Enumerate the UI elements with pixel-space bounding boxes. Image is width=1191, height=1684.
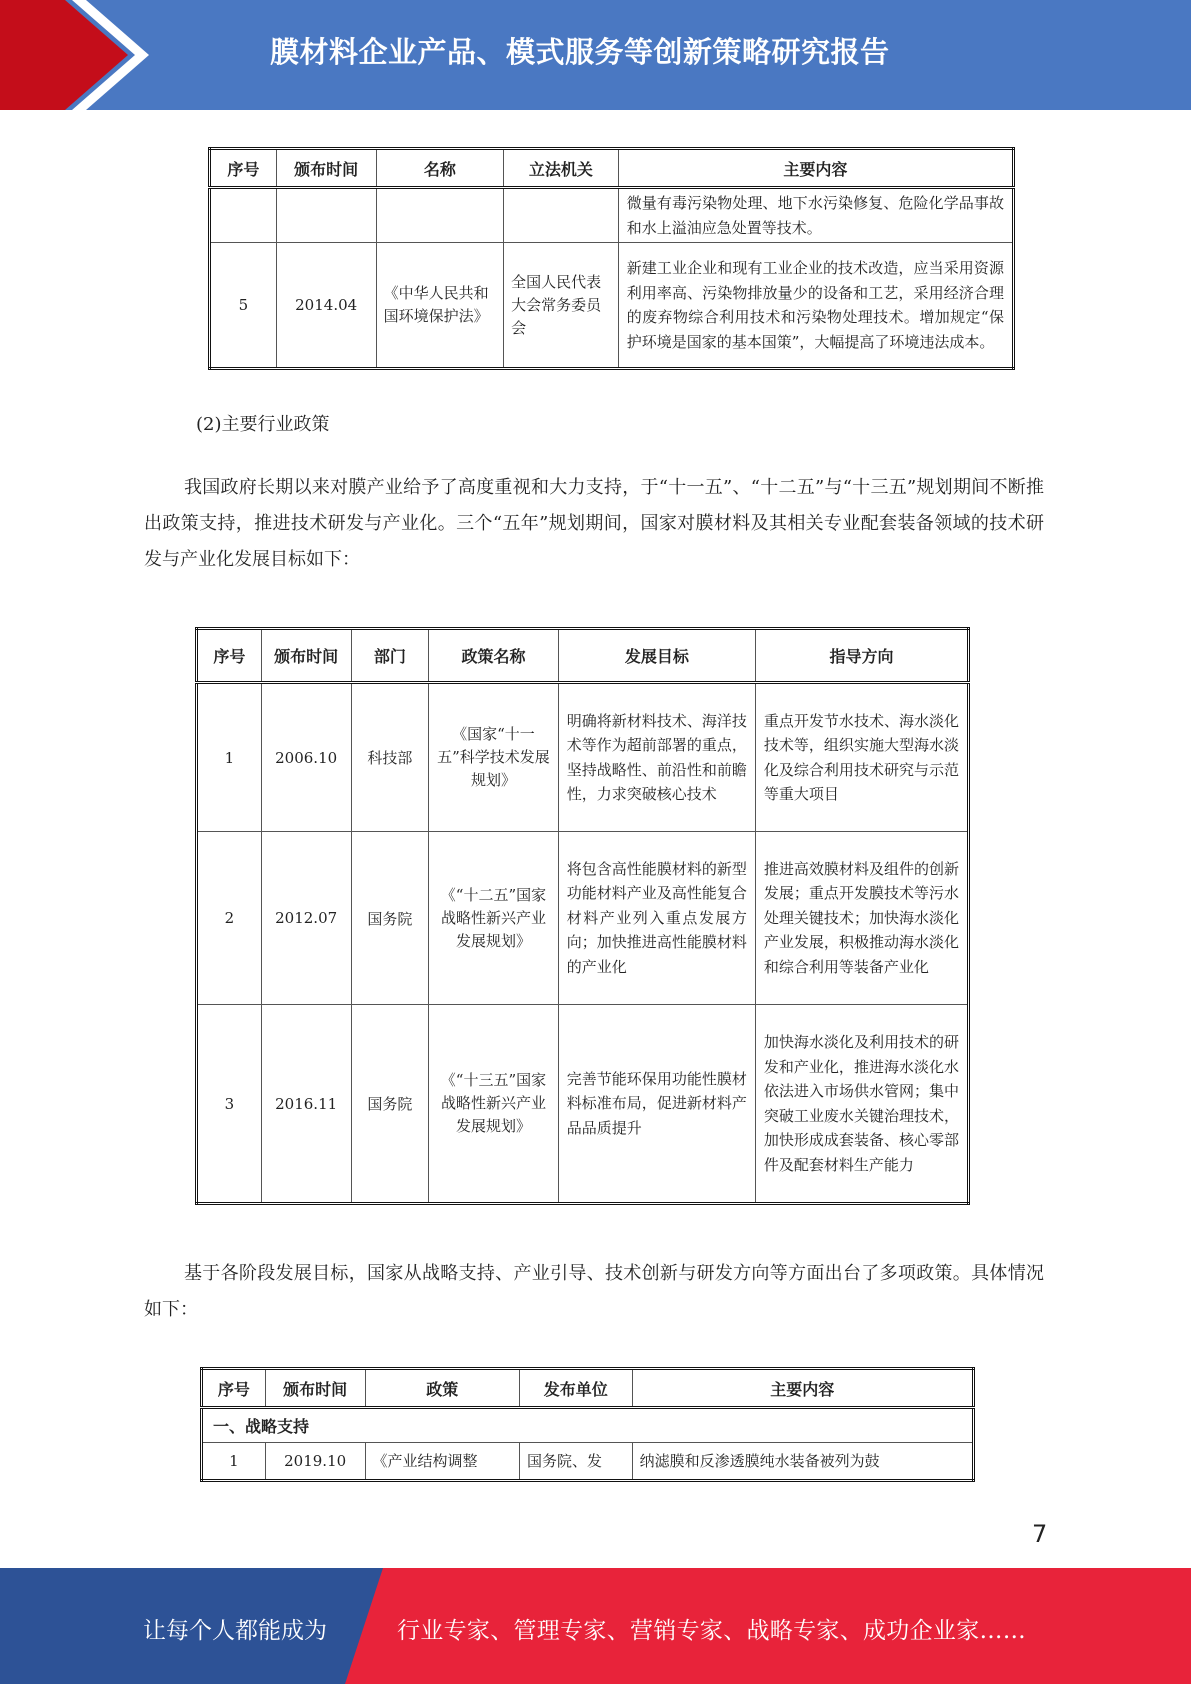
cell-content: 纳滤膜和反渗透膜纯水装备被列为鼓	[632, 1443, 973, 1481]
cell-date: 2019.10	[265, 1443, 365, 1481]
cell-name	[376, 188, 504, 243]
footer-slogan-right: 行业专家、管理专家、营销专家、战略专家、成功企业家……	[397, 1618, 1027, 1644]
page-footer	[0, 1568, 1191, 1684]
cell-dept: 科技部	[351, 683, 429, 832]
col-header: 发展目标	[558, 629, 755, 683]
page-number: 7	[1032, 1520, 1048, 1548]
col-header: 政策	[365, 1369, 519, 1408]
col-header: 颁布时间	[276, 149, 376, 188]
table-row	[202, 1443, 974, 1481]
cell-no: 1	[197, 683, 262, 832]
col-header: 主要内容	[618, 149, 1013, 188]
col-header: 发布单位	[519, 1369, 632, 1408]
cell-policy: 《“十二五”国家战略性新兴产业发展规划》	[429, 832, 559, 1005]
cell-direction: 重点开发节水技术、海水淡化技术等，组织实施大型海水淡化及综合利用技术研究与示范等重大项目	[755, 683, 968, 832]
cell-no: 5	[210, 243, 277, 369]
cell-goal: 明确将新材料技术、海洋技术等作为超前部署的重点，坚持战略性、前沿性和前瞻性，力求突破核心技术	[558, 683, 755, 832]
table-header-row	[197, 629, 969, 683]
law-table	[208, 147, 1015, 370]
page-header	[0, 0, 1191, 110]
cell-no: 1	[202, 1443, 266, 1481]
cell-date: 2012.07	[261, 832, 351, 1005]
group-label: 一、战略支持	[202, 1408, 974, 1443]
table-header-row	[210, 149, 1014, 188]
footer-slogan-left: 让每个人都能成为	[143, 1618, 327, 1644]
table-row	[210, 188, 1014, 243]
cell-direction: 加快海水淡化及利用技术的研发和产业化，推进海水淡化水依法进入市场供水管网；集中突破工业废水关键治理技术，加快形成成套装备、核心零部件及配套材料生产能力	[755, 1005, 968, 1204]
table-row	[197, 683, 969, 832]
cell-name: 《中华人民共和国环境保护法》	[376, 243, 504, 369]
cell-org: 国务院、发	[519, 1443, 632, 1481]
cell-goal: 将包含高性能膜材料的新型功能材料产业及高性能复合材料产业列入重点发展方向；加快推进高性能膜材料的产业化	[558, 832, 755, 1005]
cell-no	[210, 188, 277, 243]
red-chevron-decoration	[0, 0, 160, 110]
cell-policy: 《国家“十一五”科学技术发展规划》	[429, 683, 559, 832]
cell-content: 新建工业企业和现有工业企业的技术改造，应当采用资源利用率高、污染物排放量少的设备和工艺，采用经济合理的废弃物综合利用技术和污染物处理技术。增加规定“保护环境是国家的基本国策”，大幅提高了环境违法成本。	[618, 243, 1013, 369]
col-header: 序号	[210, 149, 277, 188]
col-header: 部门	[351, 629, 429, 683]
col-header: 颁布时间	[261, 629, 351, 683]
col-header: 序号	[197, 629, 262, 683]
cell-no: 3	[197, 1005, 262, 1204]
col-header: 指导方向	[755, 629, 968, 683]
cell-date: 2014.04	[276, 243, 376, 369]
cell-date	[276, 188, 376, 243]
cell-org	[504, 188, 619, 243]
cell-date: 2016.11	[261, 1005, 351, 1204]
table-row	[197, 1005, 969, 1204]
table-header-row	[202, 1369, 974, 1408]
col-header: 名称	[376, 149, 504, 188]
section-heading: (2)主要行业政策	[196, 414, 330, 435]
policy-paragraph: 基于各阶段发展目标，国家从战略支持、产业引导、技术创新与研发方向等方面出台了多项政策。具体情况如下：	[144, 1263, 1044, 1320]
intro-paragraph: 我国政府长期以来对膜产业给予了高度重视和大力支持，于“十一五”、“十二五”与“十三五”规划期间不断推出政策支持，推进技术研发与产业化。三个“五年”规划期间，国家对膜材料及其相关专业配套装备领域的技术研发与产业化发展目标如下：	[144, 477, 1044, 570]
report-title: 膜材料企业产品、模式服务等创新策略研究报告	[270, 35, 890, 69]
cell-content: 微量有毒污染物处理、地下水污染修复、危险化学品事故和水上溢油应急处置等技术。	[618, 188, 1013, 243]
col-header: 序号	[202, 1369, 266, 1408]
cell-policy: 《“十三五”国家战略性新兴产业发展规划》	[429, 1005, 559, 1204]
group-row	[202, 1408, 974, 1443]
col-header: 政策名称	[429, 629, 559, 683]
cell-goal: 完善节能环保用功能性膜材料标准布局，促进新材料产品品质提升	[558, 1005, 755, 1204]
policy-table	[200, 1367, 975, 1482]
cell-date: 2006.10	[261, 683, 351, 832]
col-header: 主要内容	[632, 1369, 973, 1408]
col-header: 颁布时间	[265, 1369, 365, 1408]
col-header: 立法机关	[504, 149, 619, 188]
table-row	[210, 243, 1014, 369]
cell-dept: 国务院	[351, 1005, 429, 1204]
cell-org: 全国人民代表大会常务委员会	[504, 243, 619, 369]
cell-direction: 推进高效膜材料及组件的创新发展；重点开发膜技术等污水处理关键技术；加快海水淡化产业发展，积极推动海水淡化和综合利用等装备产业化	[755, 832, 968, 1005]
cell-no: 2	[197, 832, 262, 1005]
five-year-plan-table	[195, 627, 970, 1205]
cell-dept: 国务院	[351, 832, 429, 1005]
table-row	[197, 832, 969, 1005]
cell-policy: 《产业结构调整	[365, 1443, 519, 1481]
